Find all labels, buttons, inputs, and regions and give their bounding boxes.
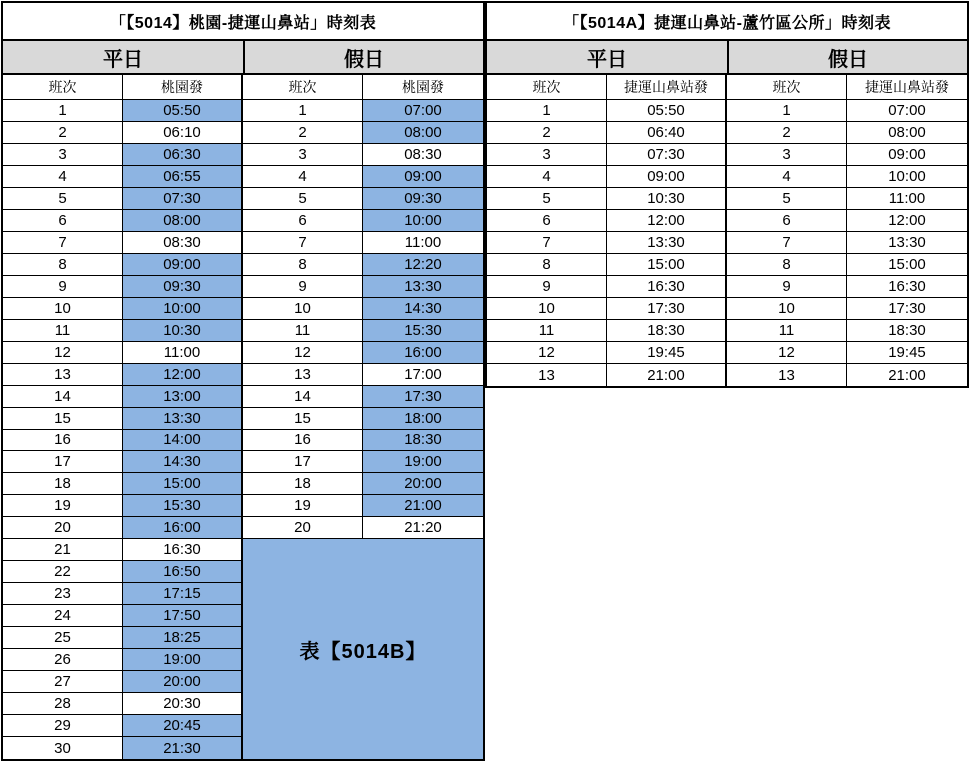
trip-number-cell: 4 (727, 166, 847, 188)
trip-number-cell: 10 (487, 298, 607, 320)
departure-time-cell: 17:15 (123, 583, 243, 605)
departure-time-cell: 20:30 (123, 693, 243, 715)
departure-time-cell: 17:30 (363, 386, 483, 408)
trip-number-cell: 6 (3, 210, 123, 232)
trip-number-cell: 5 (3, 188, 123, 210)
departure-time-cell: 16:50 (123, 561, 243, 583)
departure-time-cell: 06:55 (123, 166, 243, 188)
departure-time-cell: 13:30 (123, 408, 243, 430)
departure-time-cell: 08:30 (363, 144, 483, 166)
trip-number-cell: 2 (487, 122, 607, 144)
departure-time-cell: 10:30 (607, 188, 727, 210)
departure-col-header: 桃園發 (123, 75, 243, 99)
trip-col-header: 班次 (727, 75, 847, 99)
trip-number-cell: 22 (3, 561, 123, 583)
departure-time-cell: 12:00 (123, 364, 243, 386)
departure-time-cell: 20:00 (123, 671, 243, 693)
trip-number-cell: 15 (3, 408, 123, 430)
departure-time-cell: 17:00 (363, 364, 483, 386)
trip-number-cell: 11 (727, 320, 847, 342)
trip-number-cell: 3 (727, 144, 847, 166)
departure-col-header: 桃園發 (402, 79, 444, 95)
trip-number-cell: 10 (3, 298, 123, 320)
trip-number-cell: 8 (487, 254, 607, 276)
departure-time-cell: 21:00 (607, 364, 727, 386)
trip-number-cell: 3 (3, 144, 123, 166)
column-header-row (3, 75, 483, 100)
trip-number-cell: 10 (727, 298, 847, 320)
departure-time-cell: 12:20 (363, 254, 483, 276)
departure-time-cell: 21:20 (363, 517, 483, 539)
departure-time-cell: 15:00 (847, 254, 967, 276)
trip-number-cell: 2 (727, 122, 847, 144)
trip-number-cell: 12 (3, 342, 123, 364)
departure-time-cell: 13:30 (607, 232, 727, 254)
trip-number-cell: 9 (243, 276, 363, 298)
departure-time-cell: 19:00 (123, 649, 243, 671)
trip-number-cell: 13 (727, 364, 847, 386)
trip-number-cell: 11 (3, 320, 123, 342)
weekday-header: 平日 (587, 48, 627, 71)
departure-time-cell: 17:50 (123, 605, 243, 627)
trip-number-cell: 1 (487, 100, 607, 122)
trip-number-cell: 19 (3, 495, 123, 517)
trip-number-cell: 1 (727, 100, 847, 122)
departure-time-cell: 19:45 (607, 342, 727, 364)
departure-time-cell: 17:30 (607, 298, 727, 320)
trip-number-cell: 5 (727, 188, 847, 210)
departure-time-cell: 09:30 (363, 188, 483, 210)
departure-time-cell: 09:00 (363, 166, 483, 188)
departure-time-cell: 07:30 (607, 144, 727, 166)
trip-number-cell: 17 (243, 451, 363, 473)
day-header-row (3, 41, 483, 75)
trip-number-cell: 18 (243, 473, 363, 495)
trip-number-cell: 13 (3, 364, 123, 386)
trip-col-header: 班次 (3, 75, 123, 99)
departure-time-cell: 21:00 (888, 366, 926, 384)
departure-time-cell: 08:00 (123, 210, 243, 232)
trip-number-cell: 4 (487, 166, 607, 188)
trip-number-cell: 8 (243, 254, 363, 276)
trip-number-cell: 6 (243, 210, 363, 232)
trip-number-cell: 12 (727, 342, 847, 364)
departure-time-cell: 09:00 (607, 166, 727, 188)
trip-number-cell: 10 (243, 298, 363, 320)
trip-number-cell: 11 (487, 320, 607, 342)
departure-time-cell: 10:00 (363, 210, 483, 232)
trip-number-cell: 4 (3, 166, 123, 188)
trip-number-cell: 1 (243, 100, 363, 122)
trip-number-cell: 3 (243, 144, 363, 166)
trip-number-cell: 15 (243, 408, 363, 430)
trip-number-cell: 29 (3, 715, 123, 737)
timetable-grid-5014 (3, 100, 483, 759)
trip-number-cell: 28 (3, 693, 123, 715)
trip-number-cell: 1 (3, 100, 123, 122)
departure-time-cell: 20:00 (363, 473, 483, 495)
departure-time-cell: 08:30 (123, 232, 243, 254)
trip-number-cell: 27 (3, 671, 123, 693)
departure-time-cell: 19:00 (363, 451, 483, 473)
departure-time-cell: 16:30 (847, 276, 967, 298)
holiday-header: 假日 (727, 41, 967, 73)
trip-number-cell: 30 (3, 737, 123, 759)
trip-number-cell: 26 (3, 649, 123, 671)
weekday-header: 平日 (103, 48, 143, 71)
timetable-grid-5014a (487, 100, 967, 386)
departure-time-cell: 17:30 (847, 298, 967, 320)
departure-time-cell: 20:45 (123, 715, 243, 737)
trip-number-cell: 16 (3, 430, 123, 452)
trip-number-cell: 12 (243, 342, 363, 364)
departure-time-cell: 18:30 (847, 320, 967, 342)
departure-time-cell: 15:30 (123, 495, 243, 517)
departure-time-cell: 19:45 (847, 342, 967, 364)
departure-time-cell: 07:00 (363, 100, 483, 122)
departure-time-cell: 13:00 (123, 386, 243, 408)
departure-time-cell: 09:00 (847, 144, 967, 166)
departure-time-cell: 10:00 (847, 166, 967, 188)
departure-time-cell: 12:00 (847, 210, 967, 232)
trip-number-cell: 3 (487, 144, 607, 166)
trip-number-cell: 18 (3, 473, 123, 495)
departure-time-cell: 16:30 (607, 276, 727, 298)
table-5014 (1, 1, 485, 761)
departure-time-cell: 16:00 (123, 517, 243, 539)
departure-time-cell: 13:30 (363, 276, 483, 298)
trip-number-cell: 23 (3, 583, 123, 605)
departure-time-cell: 12:00 (607, 210, 727, 232)
trip-number-cell: 7 (487, 232, 607, 254)
departure-time-cell: 21:30 (123, 737, 243, 759)
departure-time-cell: 05:50 (123, 100, 243, 122)
departure-col-header: 捷運山鼻站發 (607, 75, 727, 99)
table-5014a-title: 「【5014A】捷運山鼻站-蘆竹區公所」時刻表 (487, 3, 967, 41)
departure-time-cell: 15:00 (123, 473, 243, 495)
departure-time-cell: 08:00 (363, 122, 483, 144)
trip-number-cell: 19 (243, 495, 363, 517)
trip-number-cell: 12 (487, 342, 607, 364)
trip-col-header: 班次 (243, 75, 363, 99)
trip-number-cell: 6 (727, 210, 847, 232)
trip-col-header: 班次 (487, 75, 607, 99)
departure-time-cell: 07:00 (847, 100, 967, 122)
trip-number-cell: 8 (727, 254, 847, 276)
departure-time-cell: 18:25 (123, 627, 243, 649)
departure-time-cell: 05:50 (607, 100, 727, 122)
trip-number-cell: 24 (3, 605, 123, 627)
departure-time-cell: 15:00 (607, 254, 727, 276)
trip-number-cell: 13 (487, 364, 607, 386)
trip-number-cell: 20 (243, 517, 363, 539)
departure-time-cell: 07:30 (123, 188, 243, 210)
trip-number-cell: 21 (3, 539, 123, 561)
departure-time-cell: 11:00 (363, 232, 483, 254)
departure-time-cell: 09:00 (123, 254, 243, 276)
trip-number-cell: 13 (243, 364, 363, 386)
trip-number-cell: 20 (3, 517, 123, 539)
departure-time-cell: 14:30 (363, 298, 483, 320)
departure-time-cell: 18:00 (363, 408, 483, 430)
trip-number-cell: 9 (3, 276, 123, 298)
trip-number-cell: 7 (243, 232, 363, 254)
trip-number-cell: 14 (243, 386, 363, 408)
trip-number-cell: 6 (487, 210, 607, 232)
departure-time-cell: 06:10 (123, 122, 243, 144)
departure-time-cell: 08:00 (847, 122, 967, 144)
trip-number-cell: 17 (3, 451, 123, 473)
departure-time-cell: 13:30 (847, 232, 967, 254)
departure-time-cell: 11:00 (123, 342, 243, 364)
day-header-row (487, 41, 967, 75)
note-5014b: 表【5014B】 (243, 539, 483, 759)
trip-number-cell: 2 (3, 122, 123, 144)
departure-time-cell: 16:30 (123, 539, 243, 561)
departure-col-header: 捷運山鼻站發 (865, 79, 949, 95)
trip-number-cell: 7 (727, 232, 847, 254)
departure-time-cell: 21:00 (363, 495, 483, 517)
holiday-header: 假日 (243, 41, 483, 73)
trip-number-cell: 4 (243, 166, 363, 188)
departure-time-cell: 06:30 (123, 144, 243, 166)
table-5014a (485, 1, 969, 388)
departure-time-cell: 10:30 (123, 320, 243, 342)
departure-time-cell: 06:40 (607, 122, 727, 144)
trip-number-cell: 9 (487, 276, 607, 298)
column-header-row (487, 75, 967, 100)
departure-time-cell: 15:30 (363, 320, 483, 342)
departure-time-cell: 18:30 (607, 320, 727, 342)
departure-time-cell: 14:00 (123, 430, 243, 452)
trip-number-cell: 14 (3, 386, 123, 408)
trip-number-cell: 16 (243, 430, 363, 452)
trip-number-cell: 2 (243, 122, 363, 144)
departure-time-cell: 18:30 (363, 430, 483, 452)
departure-time-cell: 09:30 (123, 276, 243, 298)
departure-time-cell: 16:00 (363, 342, 483, 364)
trip-number-cell: 11 (243, 320, 363, 342)
trip-number-cell: 9 (727, 276, 847, 298)
departure-time-cell: 14:30 (123, 451, 243, 473)
trip-number-cell: 5 (487, 188, 607, 210)
departure-time-cell: 11:00 (847, 188, 967, 210)
departure-time-cell: 10:00 (123, 298, 243, 320)
trip-number-cell: 25 (3, 627, 123, 649)
trip-number-cell: 8 (3, 254, 123, 276)
table-5014-title: 「【5014】桃園-捷運山鼻站」時刻表 (3, 3, 483, 41)
trip-number-cell: 7 (3, 232, 123, 254)
trip-number-cell: 5 (243, 188, 363, 210)
